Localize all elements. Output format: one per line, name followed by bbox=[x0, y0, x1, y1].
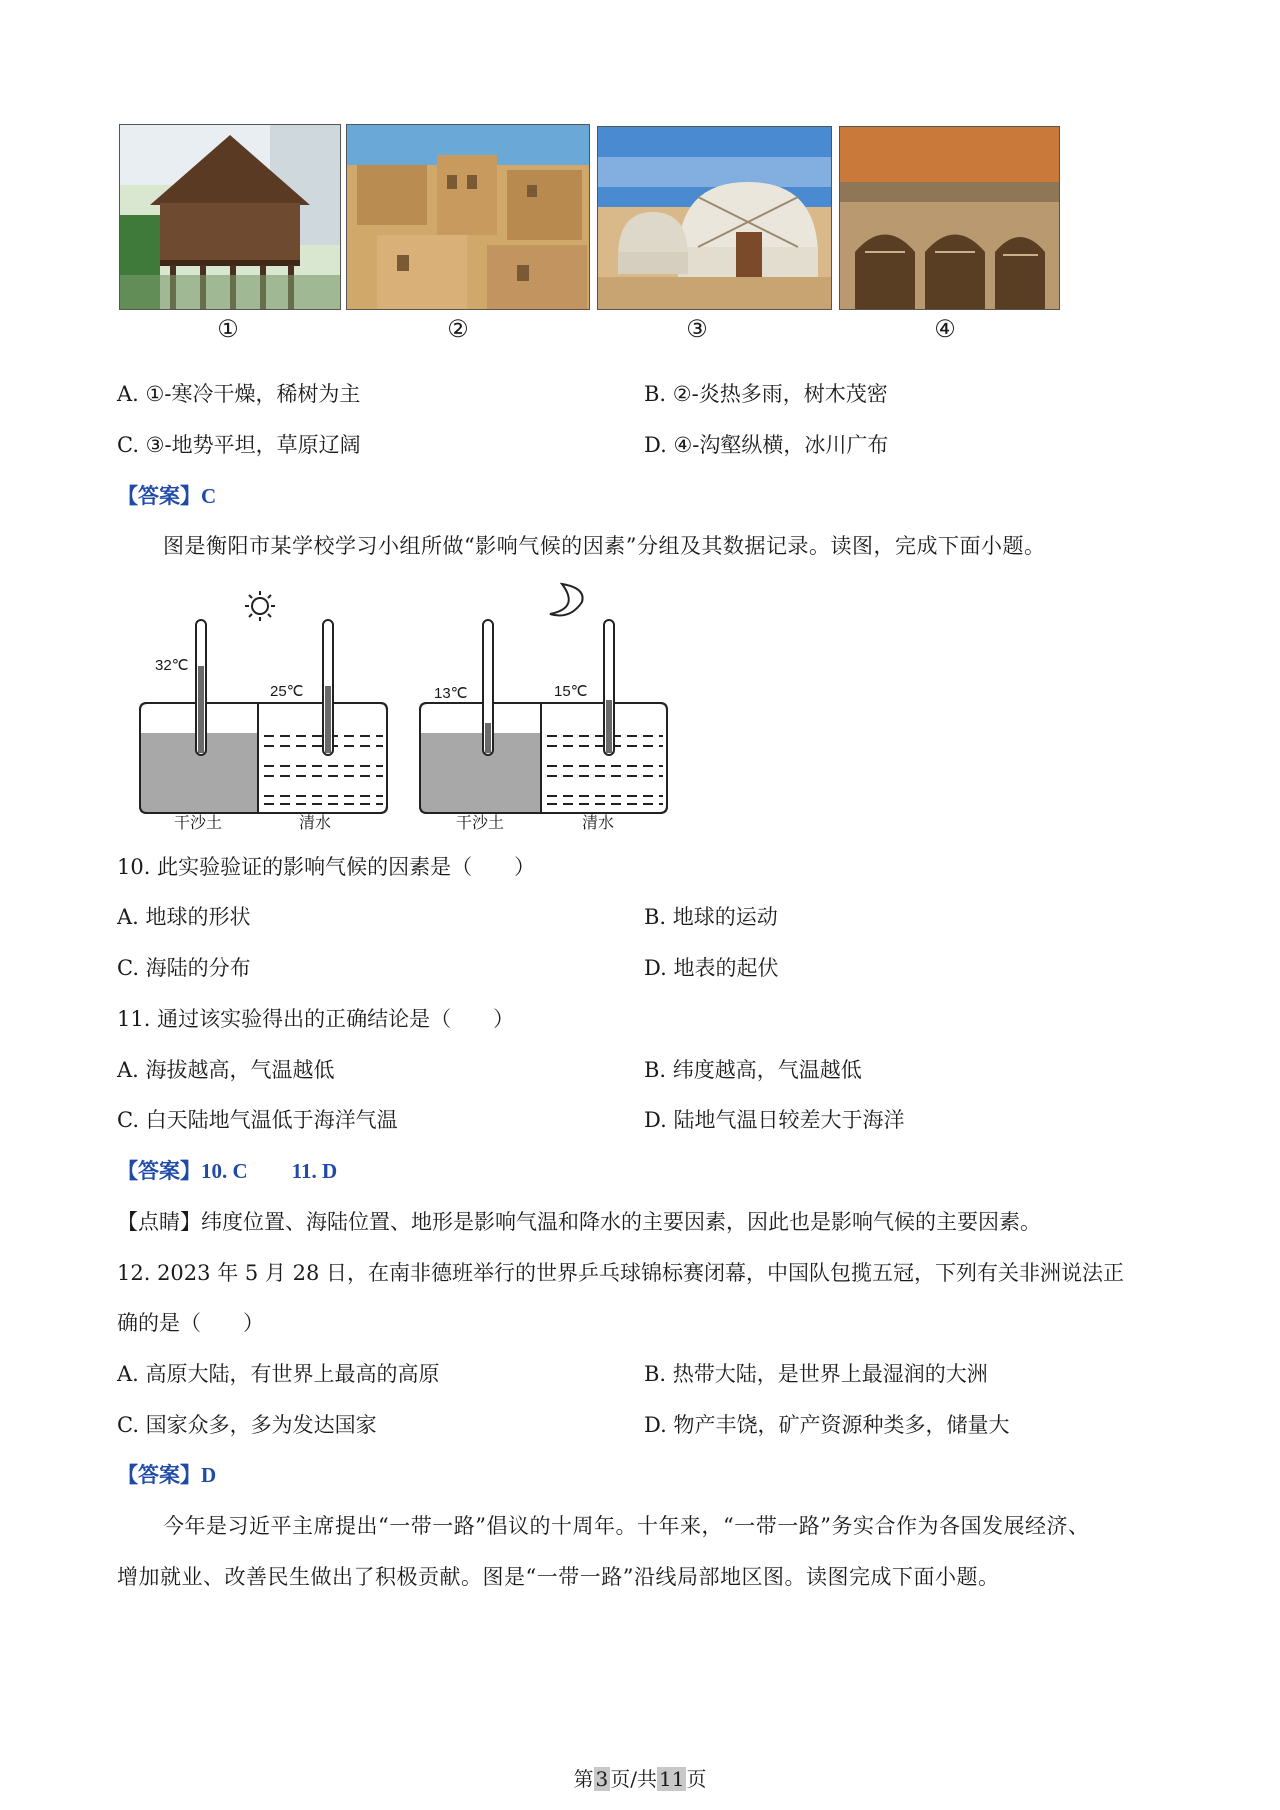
sun-icon bbox=[245, 591, 275, 621]
q12-option-d: D. 物产丰饶，矿产资源种类多，储量大 bbox=[644, 1413, 1010, 1437]
q11-stem: 11. 通过该实验得出的正确结论是（ ） bbox=[117, 1007, 515, 1031]
q10-option-d: D. 地表的起伏 bbox=[644, 956, 779, 980]
photo-cave-dwellings bbox=[839, 126, 1060, 310]
answer-value: D bbox=[201, 1463, 217, 1487]
answer-label: 【答案】 bbox=[117, 1158, 201, 1183]
answer-11: 11. D bbox=[291, 1159, 338, 1183]
q12-answer bbox=[117, 1460, 216, 1490]
footer-total-pages: 11 bbox=[659, 1767, 685, 1791]
answer-label: 【答案】 bbox=[117, 1462, 201, 1487]
photo-label-2: ② bbox=[447, 315, 469, 343]
q12-stem-line1: 12. 2023 年 5 月 28 日，在南非德班举行的世界乒乓球锦标赛闭幕，中国队包揽五冠，下列有关非洲说法正 bbox=[117, 1261, 1124, 1285]
answer-10-11 bbox=[117, 1156, 337, 1186]
page-footer bbox=[0, 1763, 1280, 1792]
answer-value: C bbox=[201, 484, 217, 508]
experiment-diagram bbox=[130, 578, 690, 833]
q11-option-b: B. 纬度越高，气温越低 bbox=[644, 1058, 862, 1082]
q12-option-b: B. 热带大陆，是世界上最湿润的大洲 bbox=[644, 1362, 988, 1386]
q10-option-a: A. 地球的形状 bbox=[117, 905, 251, 929]
footer-suffix: 页 bbox=[686, 1767, 707, 1791]
photo-stilt-house bbox=[119, 124, 341, 310]
photo-label-1: ① bbox=[217, 315, 239, 343]
night-water-label: 清水 bbox=[582, 813, 615, 832]
answer-label: 【答案】 bbox=[117, 483, 201, 508]
q11-option-c: C. 白天陆地气温低于海洋气温 bbox=[117, 1108, 398, 1132]
day-sand-temp: 32℃ bbox=[155, 657, 189, 674]
day-water-label: 清水 bbox=[299, 813, 332, 832]
q9-option-a: A. ①-寒冷干燥，稀树为主 bbox=[117, 382, 361, 406]
q9-answer bbox=[117, 481, 216, 511]
photo-label-4: ④ bbox=[934, 315, 956, 343]
footer-page-number: 3 bbox=[595, 1767, 609, 1791]
q10-option-c: C. 海陆的分布 bbox=[117, 956, 251, 980]
day-water-temp: 25℃ bbox=[270, 683, 304, 700]
q11-option-a: A. 海拔越高，气温越低 bbox=[117, 1058, 335, 1082]
night-sand-temp: 13℃ bbox=[434, 685, 468, 702]
q9-option-d: D. ④-沟壑纵横，冰川广布 bbox=[644, 433, 889, 457]
q10-option-b: B. 地球的运动 bbox=[644, 905, 778, 929]
belt-road-line1: 今年是习近平主席提出“一带一路”倡议的十周年。十年来，“一带一路”务实合作为各国发展经济、 bbox=[163, 1514, 1090, 1538]
footer-prefix: 第 bbox=[573, 1767, 594, 1791]
footer-middle: 页/共 bbox=[610, 1767, 658, 1791]
day-tank bbox=[140, 620, 387, 813]
night-water-temp: 15℃ bbox=[554, 683, 588, 700]
experiment-intro: 图是衡阳市某学校学习小组所做“影响气候的因素”分组及其数据记录。读图，完成下面小题。 bbox=[163, 534, 1046, 558]
answer-10: 10. C bbox=[201, 1159, 248, 1183]
photo-desert-houses bbox=[346, 124, 590, 310]
q9-option-b: B. ②-炎热多雨，树木茂密 bbox=[644, 382, 888, 406]
night-tank bbox=[420, 620, 667, 813]
q12-option-c: C. 国家众多，多为发达国家 bbox=[117, 1413, 377, 1437]
q12-stem-line2: 确的是（ ） bbox=[117, 1311, 264, 1335]
dianjing-note: 【点睛】纬度位置、海陆位置、地形是影响气温和降水的主要因素，因此也是影响气候的主要因素。 bbox=[117, 1210, 1041, 1234]
night-sand-label: 干沙土 bbox=[456, 813, 505, 832]
q12-option-a: A. 高原大陆，有世界上最高的高原 bbox=[117, 1362, 440, 1386]
belt-road-line2: 增加就业、改善民生做出了积极贡献。图是“一带一路”沿线局部地区图。读图完成下面小题。 bbox=[117, 1565, 1000, 1589]
q10-stem: 10. 此实验验证的影响气候的因素是（ ） bbox=[117, 855, 536, 879]
q9-option-c: C. ③-地势平坦，草原辽阔 bbox=[117, 433, 361, 457]
photo-yurts bbox=[597, 126, 832, 310]
photo-label-3: ③ bbox=[686, 315, 708, 343]
q11-option-d: D. 陆地气温日较差大于海洋 bbox=[644, 1108, 905, 1132]
day-sand-label: 干沙土 bbox=[174, 813, 223, 832]
moon-icon bbox=[550, 584, 583, 616]
